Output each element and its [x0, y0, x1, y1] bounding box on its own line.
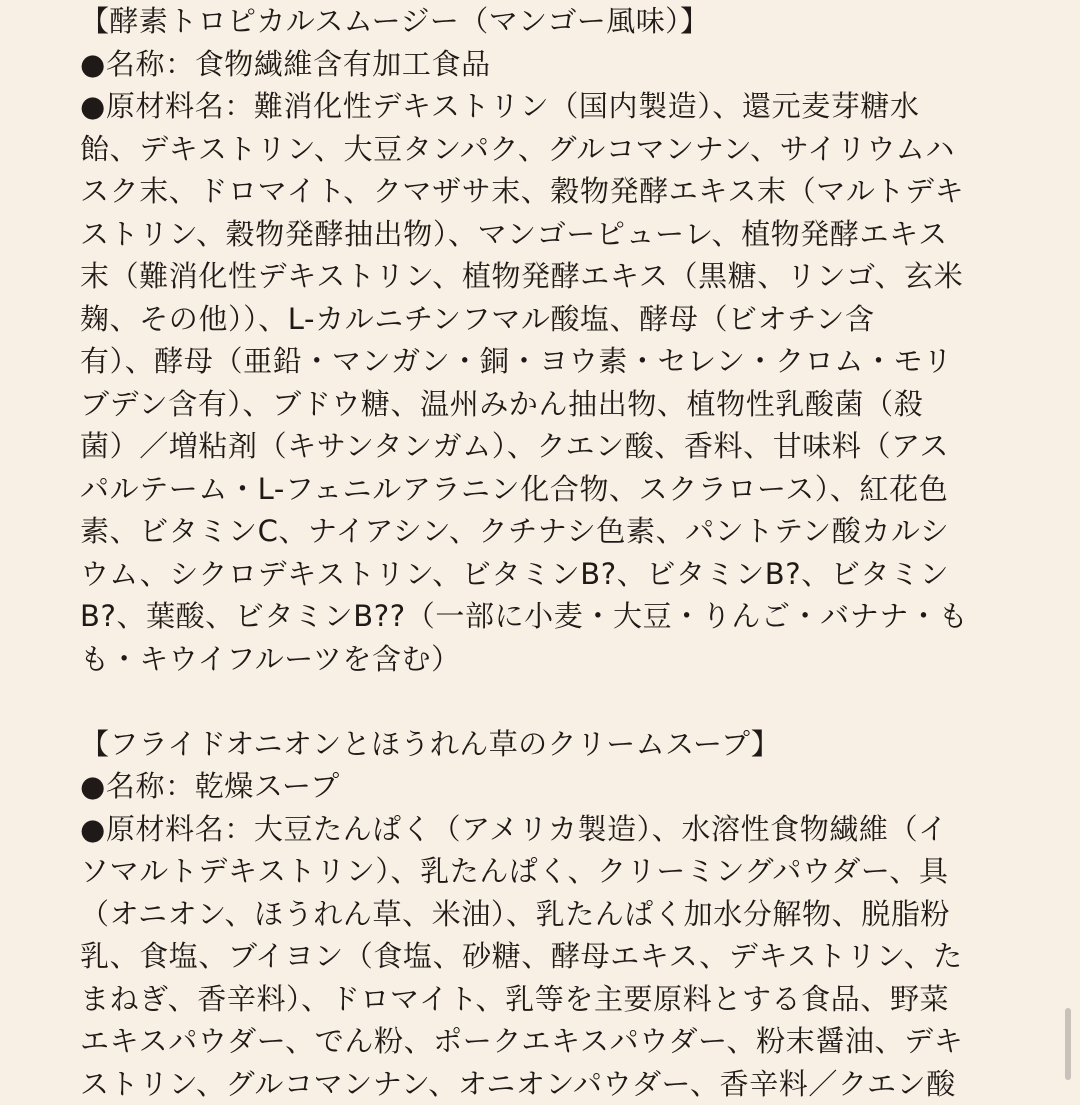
ingredients-line: パルテーム・L-フェニルアラニン化合物、スクラロース）、紅花色 — [80, 468, 995, 511]
ingredients-line: ストリン、穀物発酵抽出物）、マンゴーピューレ、植物発酵エキス — [80, 213, 995, 256]
section-title: 【酵素トロピカルスムージー（マンゴー風味）】 — [80, 0, 995, 43]
ingredients-line: スク末、ドロマイト、クマザサ末、穀物発酵エキス末（マルトデキ — [80, 170, 995, 213]
ingredients-line: ●原材料名：大豆たんぱく（アメリカ製造）、水溶性食物繊維（イ — [80, 808, 995, 851]
product-name-line: ●名称：乾燥スープ — [80, 765, 995, 808]
ingredients-line: 素、ビタミンC、ナイアシン、クチナシ色素、パントテン酸カルシ — [80, 510, 995, 553]
ingredients-line: 飴、デキストリン、大豆タンパク、グルコマンナン、サイリウムハ — [80, 128, 995, 171]
ingredients-line: B?、葉酸、ビタミンB??（一部に小麦・大豆・りんご・バナナ・も — [80, 595, 995, 638]
product-name-line: ●名称：食物繊維含有加工食品 — [80, 43, 995, 86]
ingredients-line: 有）、酵母（亜鉛・マンガン・銅・ヨウ素・セレン・クロム・モリ — [80, 340, 995, 383]
ingredients-line: ウム、シクロデキストリン、ビタミンB?、ビタミンB?、ビタミン — [80, 553, 995, 596]
scrollbar-thumb[interactable] — [1065, 1008, 1071, 1080]
section-title: 【フライドオニオンとほうれん草のクリームスープ】 — [80, 723, 995, 766]
ingredients-line: 菌）／増粘剤（キサンタンガム）、クエン酸、香料、甘味料（アス — [80, 425, 995, 468]
ingredients-line: ソマルトデキストリン）、乳たんぱく、クリーミングパウダー、具 — [80, 850, 995, 893]
ingredients-line: エキスパウダー、でん粉、ポークエキスパウダー、粉末醤油、デキ — [80, 1020, 995, 1063]
ingredients-line: ブデン含有）、ブドウ糖、温州みかん抽出物、植物性乳酸菌（殺 — [80, 383, 995, 426]
section-gap — [80, 680, 995, 723]
ingredients-line: 乳、食塩、ブイヨン（食塩、砂糖、酵母エキス、デキストリン、た — [80, 935, 995, 978]
ingredients-line: 末（難消化性デキストリン、植物発酵エキス（黒糖、リンゴ、玄米 — [80, 255, 995, 298]
ingredients-line: まねぎ、香辛料）、ドロマイト、乳等を主要原料とする食品、野菜 — [80, 978, 995, 1021]
ingredients-line: も・キウイフルーツを含む） — [80, 638, 995, 681]
ingredients-line: 麹、その他））、L-カルニチンフマル酸塩、酵母（ビオチン含 — [80, 298, 995, 341]
ingredients-line: ●原材料名：難消化性デキストリン（国内製造）、還元麦芽糖水 — [80, 85, 995, 128]
document-body — [80, 0, 995, 1105]
ingredients-line: （オニオン、ほうれん草、米油）、乳たんぱく加水分解物、脱脂粉 — [80, 893, 995, 936]
ingredients-line: ストリン、グルコマンナン、オニオンパウダー、香辛料／クエン酸 — [80, 1063, 995, 1105]
